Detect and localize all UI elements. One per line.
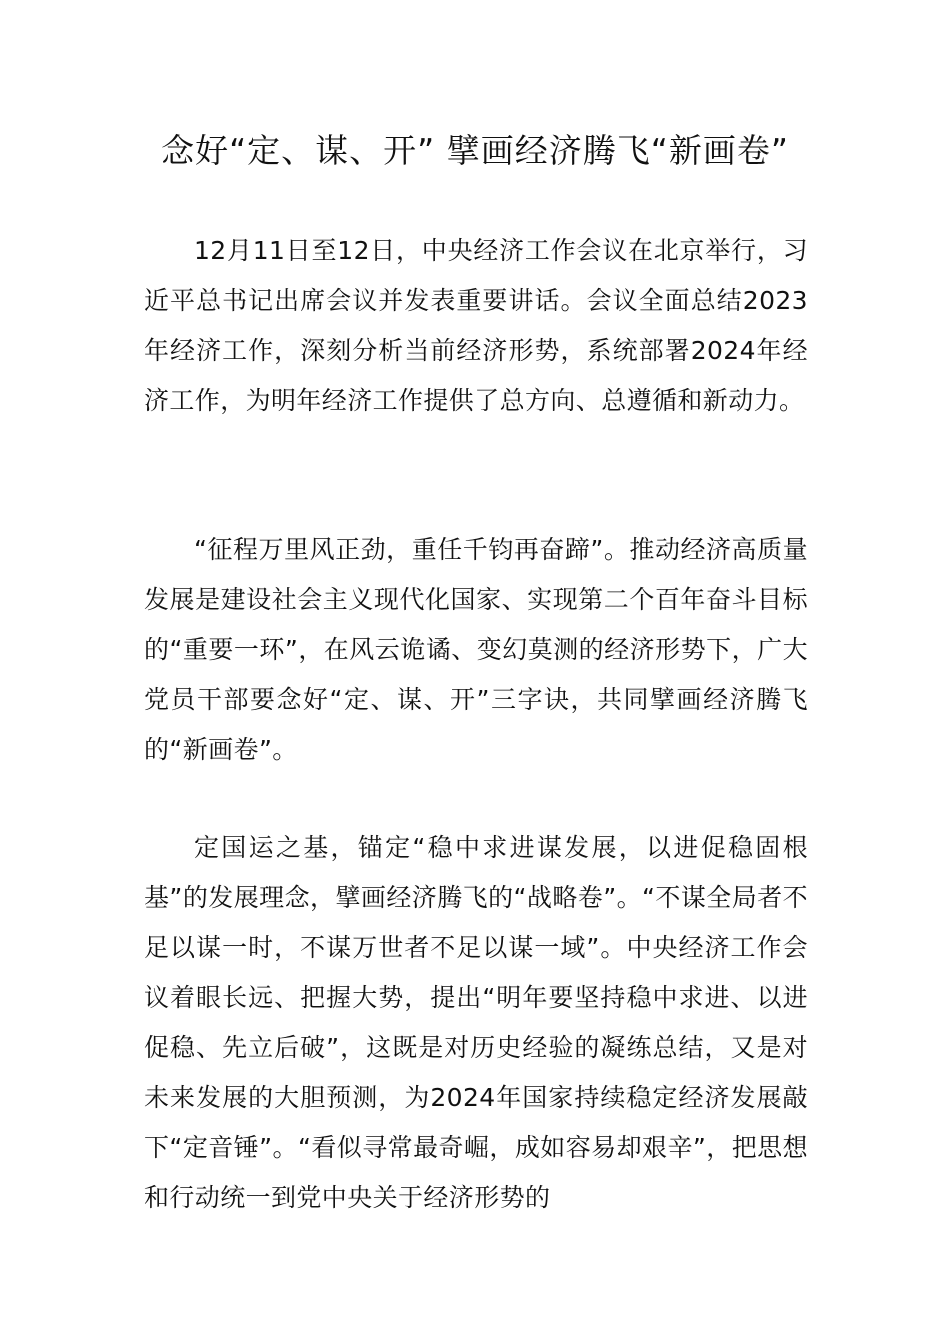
paragraph-1: 12月11日至12日，中央经济工作会议在北京举行，习近平总书记出席会议并发表重要讲话。会议全面总结2023年经济工作，深刻分析当前经济形势，系统部署2024年经济工作，为明年经济工作提供了总方向、总遵循和新动力。 <box>144 236 808 415</box>
paragraph-3: 定国运之基，锚定“稳中求进谋发展，以进促稳固根基”的发展理念，擘画经济腾飞的“战略卷”。“不谋全局者不足以谋一时，不谋万世者不足以谋一域”。中央经济工作会议着眼长远、把握大势，提出“明年要坚持稳中求进、以进促稳、先立后破”，这既是对历史经验的凝练总结，又是对未来发展的大胆预测，为2024年国家持续稳定经济发展敲下“定音锤”。“看似寻常最奇崛，成如容易却艰辛”，把思想和行动统一到党中央关于经济形势的 <box>144 833 808 1212</box>
paragraph-2: “征程万里风正劲，重任千钧再奋蹄”。推动经济高质量发展是建设社会主义现代化国家、实现第二个百年奋斗目标的“重要一环”，在风云诡谲、变幻莫测的经济形势下，广大党员干部要念好“定、谋、开”三字诀，共同擘画经济腾飞的“新画卷”。 <box>144 535 808 764</box>
document-title: 念好“定、谋、开” 擘画经济腾飞“新画卷” <box>161 131 789 170</box>
